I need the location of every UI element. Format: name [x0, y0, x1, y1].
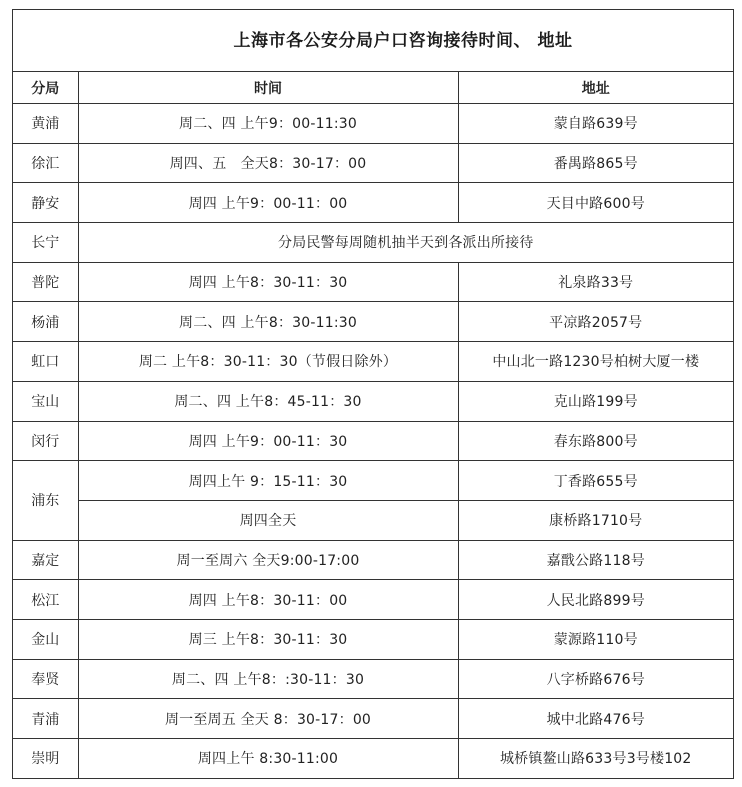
time-cell: 周二、四 上午9：00-11:30 — [78, 104, 458, 144]
table-row — [13, 302, 733, 342]
dept-cell: 黄浦 — [13, 104, 78, 144]
table-row — [13, 699, 733, 739]
table-row — [13, 540, 733, 580]
dept-cell: 金山 — [13, 619, 78, 659]
dept-cell: 静安 — [13, 183, 78, 223]
header-time: 时间 — [78, 72, 458, 104]
address-cell: 天目中路600号 — [458, 183, 733, 223]
address-cell: 人民北路899号 — [458, 580, 733, 620]
time-cell: 周二、四 上午8：:30-11：30 — [78, 659, 458, 699]
header-dept: 分局 — [13, 72, 78, 104]
address-cell: 蒙自路639号 — [458, 104, 733, 144]
address-cell: 蒙源路110号 — [458, 619, 733, 659]
address-cell: 番禺路865号 — [458, 143, 733, 183]
table-row — [13, 659, 733, 699]
table-row — [13, 104, 733, 144]
table-row — [13, 183, 733, 223]
table-row — [13, 223, 733, 263]
reception-schedule-sheet — [12, 9, 734, 779]
address-cell: 康桥路1710号 — [458, 500, 733, 540]
table-row — [13, 500, 733, 540]
merged-note-cell: 分局民警每周随机抽半天到各派出所接待 — [78, 223, 733, 263]
dept-cell: 奉贤 — [13, 659, 78, 699]
dept-cell: 崇明 — [13, 739, 78, 778]
dept-cell: 松江 — [13, 580, 78, 620]
time-cell: 周三 上午8：30-11：30 — [78, 619, 458, 659]
table-row — [13, 580, 733, 620]
table-row — [13, 342, 733, 382]
dept-cell: 青浦 — [13, 699, 78, 739]
address-cell: 八字桥路676号 — [458, 659, 733, 699]
table-row — [13, 262, 733, 302]
time-cell: 周一至周五 全天 8：30-17：00 — [78, 699, 458, 739]
time-cell: 周四全天 — [78, 500, 458, 540]
dept-cell: 宝山 — [13, 381, 78, 421]
address-cell: 春东路800号 — [458, 421, 733, 461]
table-row — [13, 619, 733, 659]
dept-cell: 杨浦 — [13, 302, 78, 342]
table-header-row — [13, 72, 733, 104]
header-address: 地址 — [458, 72, 733, 104]
dept-cell: 普陀 — [13, 262, 78, 302]
dept-cell: 浦东 — [13, 461, 78, 540]
address-cell: 克山路199号 — [458, 381, 733, 421]
address-cell: 平凉路2057号 — [458, 302, 733, 342]
time-cell: 周四、五 全天8：30-17：00 — [78, 143, 458, 183]
dept-cell: 徐汇 — [13, 143, 78, 183]
dept-cell: 闵行 — [13, 421, 78, 461]
time-cell: 周四上午 9：15-11：30 — [78, 461, 458, 501]
address-cell: 礼泉路33号 — [458, 262, 733, 302]
table-row — [13, 739, 733, 778]
address-cell: 中山北一路1230号柏树大厦一楼 — [458, 342, 733, 382]
time-cell: 周二、四 上午8：30-11:30 — [78, 302, 458, 342]
time-cell: 周四 上午9：00-11：30 — [78, 421, 458, 461]
address-cell: 城中北路476号 — [458, 699, 733, 739]
page-title: 上海市各公安分局户口咨询接待时间、 地址 — [13, 10, 733, 72]
time-cell: 周四 上午8：30-11：30 — [78, 262, 458, 302]
address-cell: 嘉戬公路118号 — [458, 540, 733, 580]
schedule-table — [13, 72, 733, 778]
dept-cell: 长宁 — [13, 223, 78, 263]
table-row — [13, 461, 733, 501]
dept-cell: 虹口 — [13, 342, 78, 382]
time-cell: 周四上午 8:30-11:00 — [78, 739, 458, 778]
time-cell: 周一至周六 全天9:00-17:00 — [78, 540, 458, 580]
dept-cell: 嘉定 — [13, 540, 78, 580]
table-row — [13, 421, 733, 461]
time-cell: 周四 上午8：30-11：00 — [78, 580, 458, 620]
time-cell: 周四 上午9：00-11：00 — [78, 183, 458, 223]
time-cell: 周二 上午8：30-11：30（节假日除外） — [78, 342, 458, 382]
table-row — [13, 143, 733, 183]
address-cell: 城桥镇鳌山路633号3号楼102 — [458, 739, 733, 778]
address-cell: 丁香路655号 — [458, 461, 733, 501]
time-cell: 周二、四 上午8：45-11：30 — [78, 381, 458, 421]
table-row — [13, 381, 733, 421]
